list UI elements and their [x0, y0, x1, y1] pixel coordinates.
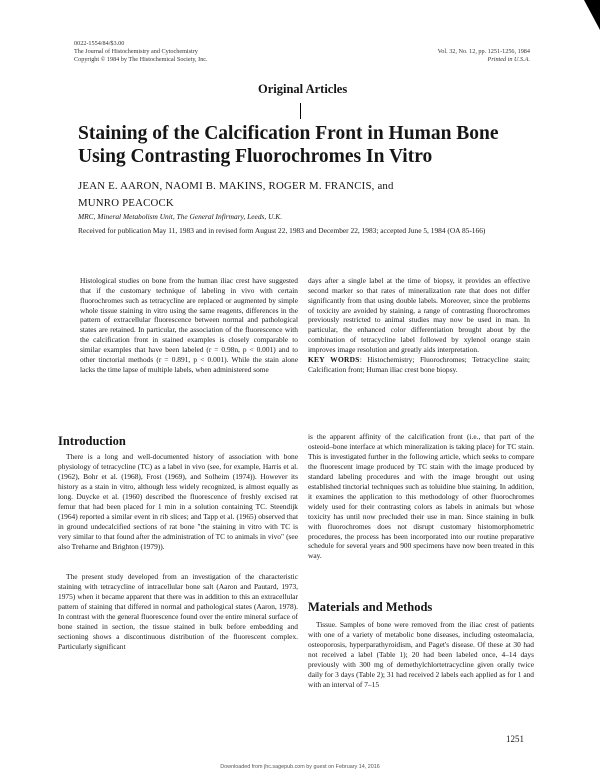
header-line: 0022-1554/84/$3.00 [74, 40, 125, 47]
paragraph: is the apparent affinity of the calcification front (i.e., that part of the osteoid–bone interface at which mineralization is taking place) for TC stain. This is investigated further in the following article, which seeks to compare the fluorescent image produced by TC stain with the image produced by standard labeling procedures and with the image brought out using established tinctorial techniques such as toluidine blue staining. In addition, it examines the application to this methodology of other fluorochromes widely used for their contrasting colors as labels in animals but whose toxicity has until now precluded their use in man. Since staining in bulk with fluorochromes does not disrupt customary histomorphometric procedures, the process has been incorporated into our routine preparative schedule for several years and 900 specimens have now been treated in this way. [308, 432, 534, 561]
tissue-label: Tissue. [316, 620, 337, 629]
authors-line: MUNRO PEACOCK [78, 197, 174, 209]
authors-line: JEAN E. AARON, NAOMI B. MAKINS, ROGER M. FRANCIS, and [78, 180, 394, 192]
title-line: Staining of the Calcification Front in Human Bone [78, 123, 499, 144]
abstract-left-column: Histological studies on bone from the human iliac crest have suggested that if the customary technique of labeling in vivo with certain fluorochromes such as tetracycline are replaced or augmented by simple whole tissue staining in vitro using the same reagents, differences in the pattern of extracellular fluorescence between normal and pathological states are retained. In particular, the association of the fluorescence with the calcification front in stained examples is closely comparable to similar examples that have been labeled (r = 0.98n, p < 0.001) and to other tinctorial methods (r = 0.891, p < 0.001). While the stain alone lacks the time lapse of multiple labels, when administered some [80, 276, 298, 374]
keywords: Histochemistry; Fluorochromes; Tetracycline stain; Calcification front; Human iliac crest bone biopsy. [308, 354, 530, 374]
section-label: Original Articles [258, 82, 348, 96]
journal-header-left [74, 40, 208, 64]
title-line: Using Contrasting Fluorochromes In Vitro [78, 146, 433, 167]
keywords-label: KEY WORDS [308, 354, 360, 364]
authors [78, 178, 538, 212]
tissue-paragraph [308, 620, 534, 690]
introduction-heading: Introduction [58, 434, 126, 448]
abstract-text: days after a single label at the time of biopsy, it provides an effective second marker so that rates of mineralization rate that does not differ significantly from that using double labels. Moreover, since the problems of toxicity are avoided by staining, a range of contrasting fluorochromes previously restricted to animal studies may now be used in man. In particular, the enhanced color differentiation brought about by the combination of tetracycline label followed by xylenol orange stain improves image resolution and greatly aids interpretation. [308, 276, 530, 354]
paragraph [308, 620, 534, 690]
paragraph: There is a long and well-documented history of association with bone physiology of tetracycline (TC) as a label in vivo (see, for example, Harris et al. (1962), Bohr et al. (1968), Frost (1969), and Solheim (1974)). However its history as a stain in vitro, although less widely recognized, is almost equally as long. Duycke et al. (1960) described the fluorescence of freshly excised rat femur that had been placed for 1 min in a solution containing TC. Steendijk (1964) reported a similar event in rib slices; and Tapp et al. (1965) observed that in ground undecalcified sections of rat bone "the staining in vitro with TC is very similar to that found after the administration of TC to animals in vivo" (see also Treharne and Brighton (1979)). [58, 452, 298, 551]
header-line: Printed in U.S.A. [487, 56, 530, 63]
journal-header-right [438, 48, 530, 64]
header-line: The Journal of Histochemistry and Cytochemistry [74, 48, 198, 55]
section-divider [300, 103, 301, 119]
article-title [78, 122, 538, 168]
received-dates: Received for publication May 11, 1983 and in revised form August 22, 1983 and December 22, 1983; accepted June 5, 1984 (OA 85-166) [78, 226, 486, 235]
materials-methods-heading: Materials and Methods [308, 600, 433, 614]
tissue-text: Samples of bone were removed from the iliac crest of patients with one of a variety of metabolic bone diseases, including osteomalacia, osteoporosis, hyperparathyroidism, and Paget's disease. Of these at 30 had not received a label (Table 1); 20 had been labeled once, 4–14 days previously with 300 mg of demethylchlortetracycline given orally twice daily for 3 days (Table 2); 31 had received 2 labels each applied as for 1 and with an interval of 7–15 [308, 620, 534, 689]
corner-triangle-marker [584, 0, 600, 30]
right-column-paragraph [308, 432, 534, 561]
abstract-right-column: days after a single label at the time of biopsy, it provides an effective second marker so that rates of mineralization rate that does not differ significantly from that using double labels. Moreover, since the problems of toxicity are avoided by staining, a range of contrasting fluorochromes previously restricted to animal studies may now be used in man. In particular, the enhanced color differentiation brought about by the combination of tetracycline label followed by xylenol orange stain improves image resolution and greatly aids interpretation. KEY WORDS: Histochemistry; Fluorochromes; Tetracycline stain; Calcification front; Human iliac crest bone biopsy. [308, 276, 530, 374]
download-footer: Downloaded from jhc.sagepub.com by guest on February 14, 2016 [220, 764, 380, 770]
header-line: Vol. 32, No. 12, pp. 1251-1256, 1984 [437, 48, 530, 55]
introduction-paragraph-1 [58, 452, 298, 552]
page-number: 1251 [506, 734, 524, 744]
header-line: Copyright © 1984 by The Histochemical Society, Inc. [74, 56, 208, 63]
affiliation: MRC, Mineral Metabolism Unit, The General Infirmary, Leeds, U.K. [78, 212, 283, 221]
introduction-paragraph-2 [58, 572, 298, 652]
paragraph: The present study developed from an investigation of the characteristic staining with tetracycline of intracellular bone salt (Aaron and Pautard, 1973, 1975) when it became apparent that there was in addition to this an extracellular pattern of staining that differed in normal and pathological states (Aaron, 1978). In contrast with the general fluorescence found over the entire mineral surface of bone stained in section, the tissue stained in bulk before embedding and sectioning shows a discontinuous distribution of the fluorescent complex. Particularly significant [58, 572, 298, 651]
